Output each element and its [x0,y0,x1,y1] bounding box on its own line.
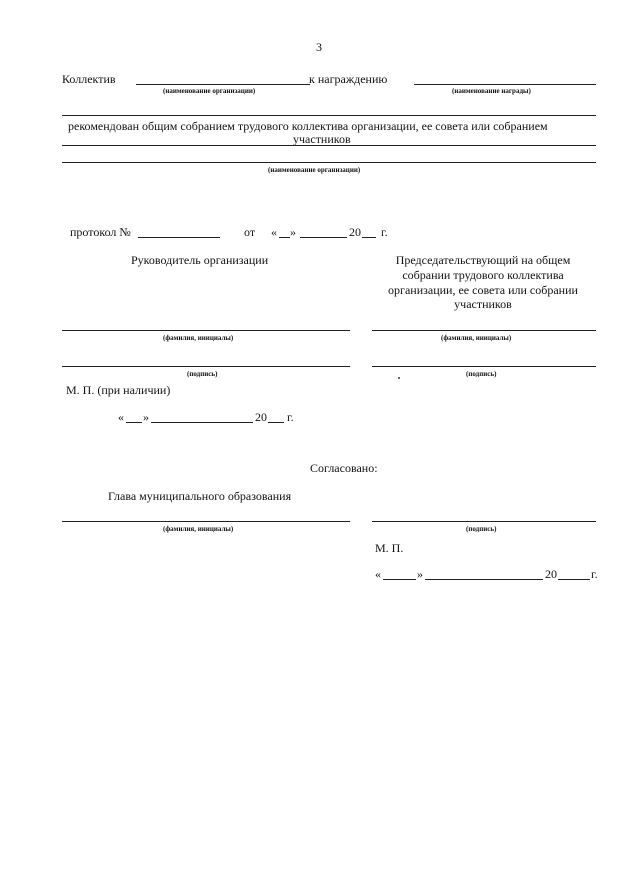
protocol-month-line [300,237,347,238]
protocol-year-prefix: 20 [349,225,361,239]
agreed-date-close-quote: » [417,567,423,581]
right-name-caption: (фамилия, инициалы) [441,334,512,342]
agreed-date-open-quote: « [375,567,381,581]
right-sign-line [372,366,596,367]
left-signer-title: Руководитель организации [131,253,269,267]
protocol-open-quote: « [271,225,277,239]
left-sign-caption: (подпись) [187,370,218,378]
org-name-line [136,84,310,85]
protocol-day-line [279,237,290,238]
recommended-text-line1: рекомендован общим собранием трудового коллектива организации, ее совета или собранием [68,119,548,133]
agreed-date-year-line [558,579,590,580]
head-name-caption: (фамилия, инициалы) [163,525,234,533]
protocol-label: протокол № [70,225,131,239]
right-signer-title-line1: Председательствующий на общем [395,253,571,267]
left-name-line [62,330,350,331]
left-date-suffix: г. [287,410,294,424]
rule-line-3 [62,162,596,163]
left-name-caption: (фамилия, инициалы) [163,334,234,342]
left-date-open-quote: « [118,410,124,424]
right-signer-title-line3: организации, ее совета или собрании [388,283,578,297]
protocol-year-line [362,237,376,238]
left-date-year: 20 [255,410,267,424]
head-sign-caption: (подпись) [466,525,497,533]
agreed-date-suffix: г. [591,567,598,581]
award-word: к награждению [309,72,388,86]
agreed-date-month-line [425,579,543,580]
right-signer-title-line2: собрании трудового коллектива [402,268,564,282]
head-name-line [62,521,350,522]
protocol-year-suffix: г. [381,225,388,239]
left-date-month-line [151,422,253,423]
agreed-date-day-line [383,579,416,580]
collective-label: Коллектив [62,72,116,86]
protocol-close-quote: » [290,225,296,239]
agreed-date-year: 20 [545,567,557,581]
right-signer-title-line4: участников [454,297,512,311]
scan-dot [398,377,400,379]
protocol-number-line [138,237,220,238]
right-name-line [372,330,596,331]
left-date-year-line [268,422,284,423]
head-title: Глава муниципального образования [108,489,292,503]
left-date-close-quote: » [143,410,149,424]
award-name-caption: (наименование награды) [452,87,531,95]
page-number: 3 [316,40,322,54]
recommended-org-caption: (наименование организации) [268,166,361,174]
rule-line-2 [62,145,596,146]
agreed-label: Согласовано: [310,461,378,475]
award-name-line [414,84,596,85]
agreed-seal-label: М. П. [375,541,404,555]
left-sign-line [62,366,350,367]
head-sign-line [372,521,596,522]
org-name-caption: (наименование организации) [163,87,256,95]
protocol-from: от [244,225,256,239]
left-seal-label: М. П. (при наличии) [66,383,171,397]
right-sign-caption: (подпись) [466,370,497,378]
rule-line-1 [62,115,596,116]
recommended-text-line2: участников [293,132,351,146]
left-date-day-line [126,422,142,423]
